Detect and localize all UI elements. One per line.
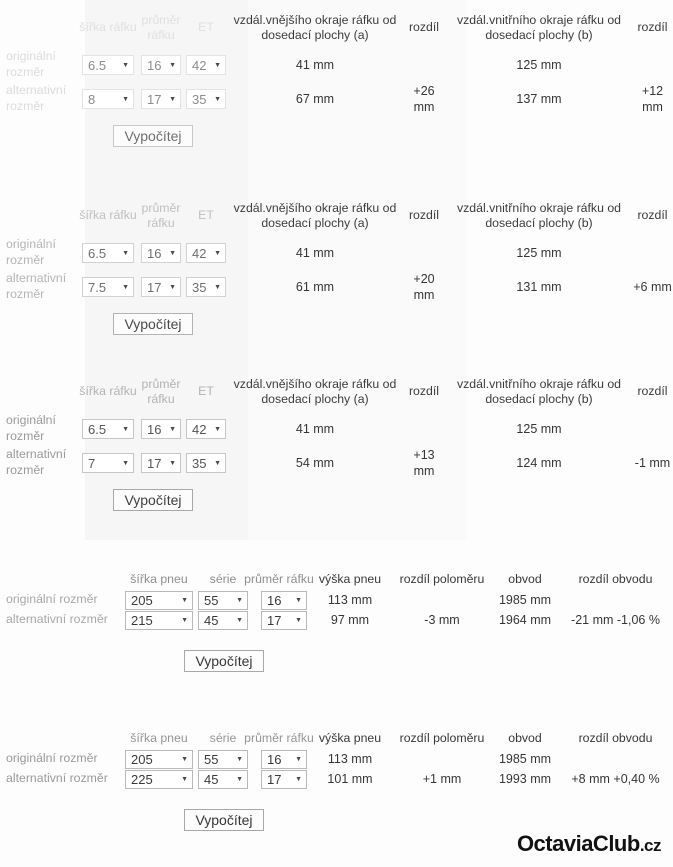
row-label-original: originální rozměr xyxy=(6,592,98,606)
calculate-button[interactable]: Vypočítej xyxy=(113,313,192,335)
series-select[interactable] xyxy=(198,770,248,789)
row-label-original: originální rozměr xyxy=(6,237,56,267)
select-value: 16 xyxy=(267,751,282,767)
select-value: 7 xyxy=(88,455,96,471)
row-label-original: originální rozměr xyxy=(6,751,98,765)
column-header-series: série xyxy=(209,731,237,746)
circumference-value: 1964 mm xyxy=(498,613,552,627)
series-select[interactable] xyxy=(198,750,248,769)
empty-cell xyxy=(402,51,446,79)
column-header-difference: rozdíl xyxy=(637,20,668,35)
series-select[interactable] xyxy=(198,611,248,630)
et-select[interactable] xyxy=(186,419,226,439)
column-header-rim-width: šířka ráfku xyxy=(79,20,137,35)
column-header-outer-edge-distance: vzdál.vnějšího okraje ráfku od dosedací plochy (a) xyxy=(233,200,397,230)
select-value: 45 xyxy=(204,771,219,787)
calculate-button[interactable]: Vypočítej xyxy=(113,489,192,511)
rim-diameter-select[interactable] xyxy=(141,419,181,439)
row-label-alternative: alternativní rozměr xyxy=(6,612,108,626)
select-value: 17 xyxy=(147,455,162,471)
row-label-original: originální rozměr xyxy=(6,49,56,79)
circumference-value: 1985 mm xyxy=(498,752,552,766)
dropdown-arrow-icon: ▼ xyxy=(236,596,243,604)
outer-distance-value: 67 mm xyxy=(295,92,335,106)
column-header-difference: rozdíl xyxy=(637,384,668,399)
outer-distance-value: 41 mm xyxy=(295,422,335,436)
select-value: 6.5 xyxy=(88,421,107,437)
circumference-value: 1985 mm xyxy=(498,593,552,607)
select-value: 55 xyxy=(204,751,219,767)
radius-difference-value: -3 mm xyxy=(424,613,460,627)
dropdown-arrow-icon: ▼ xyxy=(214,61,221,69)
select-value: 17 xyxy=(267,612,282,628)
rim-calculator-3 xyxy=(0,372,673,511)
column-header-rim-diameter: průměr ráfku xyxy=(141,376,181,406)
rim-diameter-select[interactable] xyxy=(261,611,307,630)
empty-cell xyxy=(0,8,78,48)
column-header-rim-width: šířka ráfku xyxy=(79,208,137,223)
dropdown-arrow-icon: ▼ xyxy=(295,755,302,763)
dropdown-arrow-icon: ▼ xyxy=(169,95,176,103)
tire-width-select[interactable] xyxy=(125,770,193,789)
rim-width-select[interactable] xyxy=(82,243,134,263)
outer-distance-value: 41 mm xyxy=(295,58,335,72)
column-header-rim-diameter: průměr ráfku xyxy=(244,572,314,587)
dropdown-arrow-icon: ▼ xyxy=(122,283,129,291)
select-value: 17 xyxy=(147,91,162,107)
column-header-radius-difference: rozdíl poloměru xyxy=(399,572,485,587)
select-value: 8 xyxy=(88,91,96,107)
column-header-difference: rozdíl xyxy=(637,208,668,223)
et-select[interactable] xyxy=(186,453,226,473)
empty-cell xyxy=(392,749,492,769)
column-header-et: ET xyxy=(198,20,214,35)
rim-diameter-select[interactable] xyxy=(141,277,181,297)
column-header-rim-diameter: průměr ráfku xyxy=(244,731,314,746)
select-value: 45 xyxy=(204,612,219,628)
column-header-circumference: obvod xyxy=(508,731,542,746)
select-value: 16 xyxy=(147,245,162,261)
dropdown-arrow-icon: ▼ xyxy=(214,95,221,103)
calculate-button[interactable]: Vypočítej xyxy=(113,125,192,147)
site-logo xyxy=(517,831,661,857)
select-value: 35 xyxy=(192,91,207,107)
rim-diameter-select[interactable] xyxy=(141,243,181,263)
logo-suffix: .cz xyxy=(639,836,661,855)
rim-width-select[interactable] xyxy=(82,419,134,439)
column-header-difference: rozdíl xyxy=(408,20,440,35)
empty-cell xyxy=(0,372,78,412)
inner-difference-value: -1 mm xyxy=(634,455,671,470)
dropdown-arrow-icon: ▼ xyxy=(122,459,129,467)
rim-diameter-select[interactable] xyxy=(261,591,307,610)
select-value: 7.5 xyxy=(88,279,107,295)
empty-cell xyxy=(632,51,673,79)
dropdown-arrow-icon: ▼ xyxy=(181,596,188,604)
et-select[interactable] xyxy=(186,55,226,75)
column-header-series: série xyxy=(209,572,237,587)
dropdown-arrow-icon: ▼ xyxy=(169,61,176,69)
rim-diameter-select[interactable] xyxy=(141,453,181,473)
dropdown-arrow-icon: ▼ xyxy=(214,249,221,257)
dropdown-arrow-icon: ▼ xyxy=(122,95,129,103)
empty-cell xyxy=(558,590,673,610)
empty-cell xyxy=(0,196,78,236)
select-value: 17 xyxy=(147,279,162,295)
select-value: 6.5 xyxy=(88,57,107,73)
select-value: 16 xyxy=(147,421,162,437)
column-header-tire-width: šířka pneu xyxy=(130,572,188,587)
rim-width-select[interactable] xyxy=(82,89,134,109)
inner-distance-value: 125 mm xyxy=(516,422,562,436)
circumference-difference-value: -21 mm -1,06 % xyxy=(571,613,660,627)
tire-height-value: 101 mm xyxy=(327,772,373,786)
dropdown-arrow-icon: ▼ xyxy=(181,775,188,783)
dropdown-arrow-icon: ▼ xyxy=(295,596,302,604)
row-label-original: originální rozměr xyxy=(6,413,56,443)
empty-cell xyxy=(402,239,446,267)
empty-cell xyxy=(632,239,673,267)
dropdown-arrow-icon: ▼ xyxy=(295,616,302,624)
empty-cell xyxy=(392,590,492,610)
tire-width-select[interactable] xyxy=(125,591,193,610)
select-value: 35 xyxy=(192,455,207,471)
select-value: 35 xyxy=(192,279,207,295)
column-header-inner-edge-distance: vzdál.vnitřního okraje ráfku od dosedací plochy (b) xyxy=(456,12,622,42)
column-header-circumference-difference: rozdíl obvodu xyxy=(578,731,653,746)
column-header-difference: rozdíl xyxy=(408,384,440,399)
dropdown-arrow-icon: ▼ xyxy=(169,283,176,291)
dropdown-arrow-icon: ▼ xyxy=(169,249,176,257)
logo-main: OctaviaClub xyxy=(516,831,640,856)
rim-width-select[interactable] xyxy=(82,277,134,297)
dropdown-arrow-icon: ▼ xyxy=(295,775,302,783)
dropdown-arrow-icon: ▼ xyxy=(214,283,221,291)
column-header-radius-difference: rozdíl poloměru xyxy=(399,731,485,746)
column-header-outer-edge-distance: vzdál.vnějšího okraje ráfku od dosedací plochy (a) xyxy=(233,376,397,406)
inner-distance-value: 125 mm xyxy=(516,246,562,260)
empty-cell xyxy=(0,729,122,749)
rim-calculator-2 xyxy=(0,196,673,335)
et-select[interactable] xyxy=(186,89,226,109)
inner-distance-value: 125 mm xyxy=(516,58,562,72)
column-header-tire-height: výška pneu xyxy=(318,731,382,746)
dropdown-arrow-icon: ▼ xyxy=(122,425,129,433)
row-label-alternative: alternativní rozměr xyxy=(6,447,67,477)
row-label-alternative: alternativní rozměr xyxy=(6,771,108,785)
empty-cell xyxy=(558,749,673,769)
circumference-value: 1993 mm xyxy=(498,772,552,786)
rim-calculator-1 xyxy=(0,8,673,147)
tire-height-value: 113 mm xyxy=(327,752,373,766)
outer-distance-value: 41 mm xyxy=(295,246,335,260)
tire-width-select[interactable] xyxy=(125,750,193,769)
select-value: 42 xyxy=(192,421,207,437)
et-select[interactable] xyxy=(186,243,226,263)
empty-cell xyxy=(632,415,673,443)
et-select[interactable] xyxy=(186,277,226,297)
column-header-circumference-difference: rozdíl obvodu xyxy=(578,572,653,587)
column-header-rim-diameter: průměr ráfku xyxy=(141,12,181,42)
select-value: 225 xyxy=(131,771,153,787)
rim-diameter-select[interactable] xyxy=(261,770,307,789)
outer-difference-value: +13 mm xyxy=(413,447,435,478)
dropdown-arrow-icon: ▼ xyxy=(236,616,243,624)
inner-difference-value: +12 mm xyxy=(641,83,664,114)
select-value: 215 xyxy=(131,612,153,628)
empty-cell xyxy=(402,415,446,443)
tire-height-value: 113 mm xyxy=(327,593,373,607)
dropdown-arrow-icon: ▼ xyxy=(169,425,176,433)
select-value: 16 xyxy=(267,592,282,608)
dropdown-arrow-icon: ▼ xyxy=(214,425,221,433)
column-header-rim-width: šířka ráfku xyxy=(79,384,137,399)
tire-height-value: 97 mm xyxy=(330,613,370,627)
rim-diameter-select[interactable] xyxy=(261,750,307,769)
column-header-inner-edge-distance: vzdál.vnitřního okraje ráfku od dosedací plochy (b) xyxy=(456,376,622,406)
outer-distance-value: 54 mm xyxy=(295,456,335,470)
row-label-alternative: alternativní rozměr xyxy=(6,271,67,301)
rim-diameter-select[interactable] xyxy=(141,89,181,109)
select-value: 205 xyxy=(131,592,153,608)
select-value: 16 xyxy=(147,57,162,73)
circumference-difference-value: +8 mm +0,40 % xyxy=(571,772,660,786)
calculate-button[interactable]: Vypočítej xyxy=(184,650,263,672)
select-value: 55 xyxy=(204,592,219,608)
column-header-tire-height: výška pneu xyxy=(318,572,382,587)
column-header-et: ET xyxy=(198,208,214,223)
outer-difference-value: +26 mm xyxy=(413,83,435,114)
inner-distance-value: 124 mm xyxy=(516,456,562,470)
dropdown-arrow-icon: ▼ xyxy=(236,755,243,763)
rim-diameter-select[interactable] xyxy=(141,55,181,75)
column-header-rim-diameter: průměr ráfku xyxy=(141,200,181,230)
column-header-outer-edge-distance: vzdál.vnějšího okraje ráfku od dosedací plochy (a) xyxy=(233,12,397,42)
inner-distance-value: 137 mm xyxy=(516,92,562,106)
tire-calculator-2 xyxy=(0,729,673,831)
column-header-tire-width: šířka pneu xyxy=(130,731,188,746)
inner-distance-value: 131 mm xyxy=(516,280,562,294)
inner-difference-value: +6 mm xyxy=(633,279,672,294)
dropdown-arrow-icon: ▼ xyxy=(214,459,221,467)
column-header-difference: rozdíl xyxy=(408,208,440,223)
calculate-button[interactable]: Vypočítej xyxy=(184,809,263,831)
select-value: 17 xyxy=(267,771,282,787)
dropdown-arrow-icon: ▼ xyxy=(169,459,176,467)
select-value: 42 xyxy=(192,245,207,261)
tire-width-select[interactable] xyxy=(125,611,193,630)
outer-difference-value: +20 mm xyxy=(413,271,435,302)
row-label-alternative: alternativní rozměr xyxy=(6,83,67,113)
radius-difference-value: +1 mm xyxy=(422,772,462,786)
rim-width-select[interactable] xyxy=(82,453,134,473)
select-value: 42 xyxy=(192,57,207,73)
column-header-inner-edge-distance: vzdál.vnitřního okraje ráfku od dosedací plochy (b) xyxy=(456,200,622,230)
select-value: 6.5 xyxy=(88,245,107,261)
column-header-circumference: obvod xyxy=(508,572,542,587)
series-select[interactable] xyxy=(198,591,248,610)
empty-cell xyxy=(0,570,122,590)
tire-calculator-1 xyxy=(0,570,673,672)
dropdown-arrow-icon: ▼ xyxy=(181,616,188,624)
dropdown-arrow-icon: ▼ xyxy=(122,61,129,69)
dropdown-arrow-icon: ▼ xyxy=(236,775,243,783)
outer-distance-value: 61 mm xyxy=(295,280,335,294)
rim-width-select[interactable] xyxy=(82,55,134,75)
dropdown-arrow-icon: ▼ xyxy=(181,755,188,763)
select-value: 205 xyxy=(131,751,153,767)
dropdown-arrow-icon: ▼ xyxy=(122,249,129,257)
column-header-et: ET xyxy=(198,384,214,399)
